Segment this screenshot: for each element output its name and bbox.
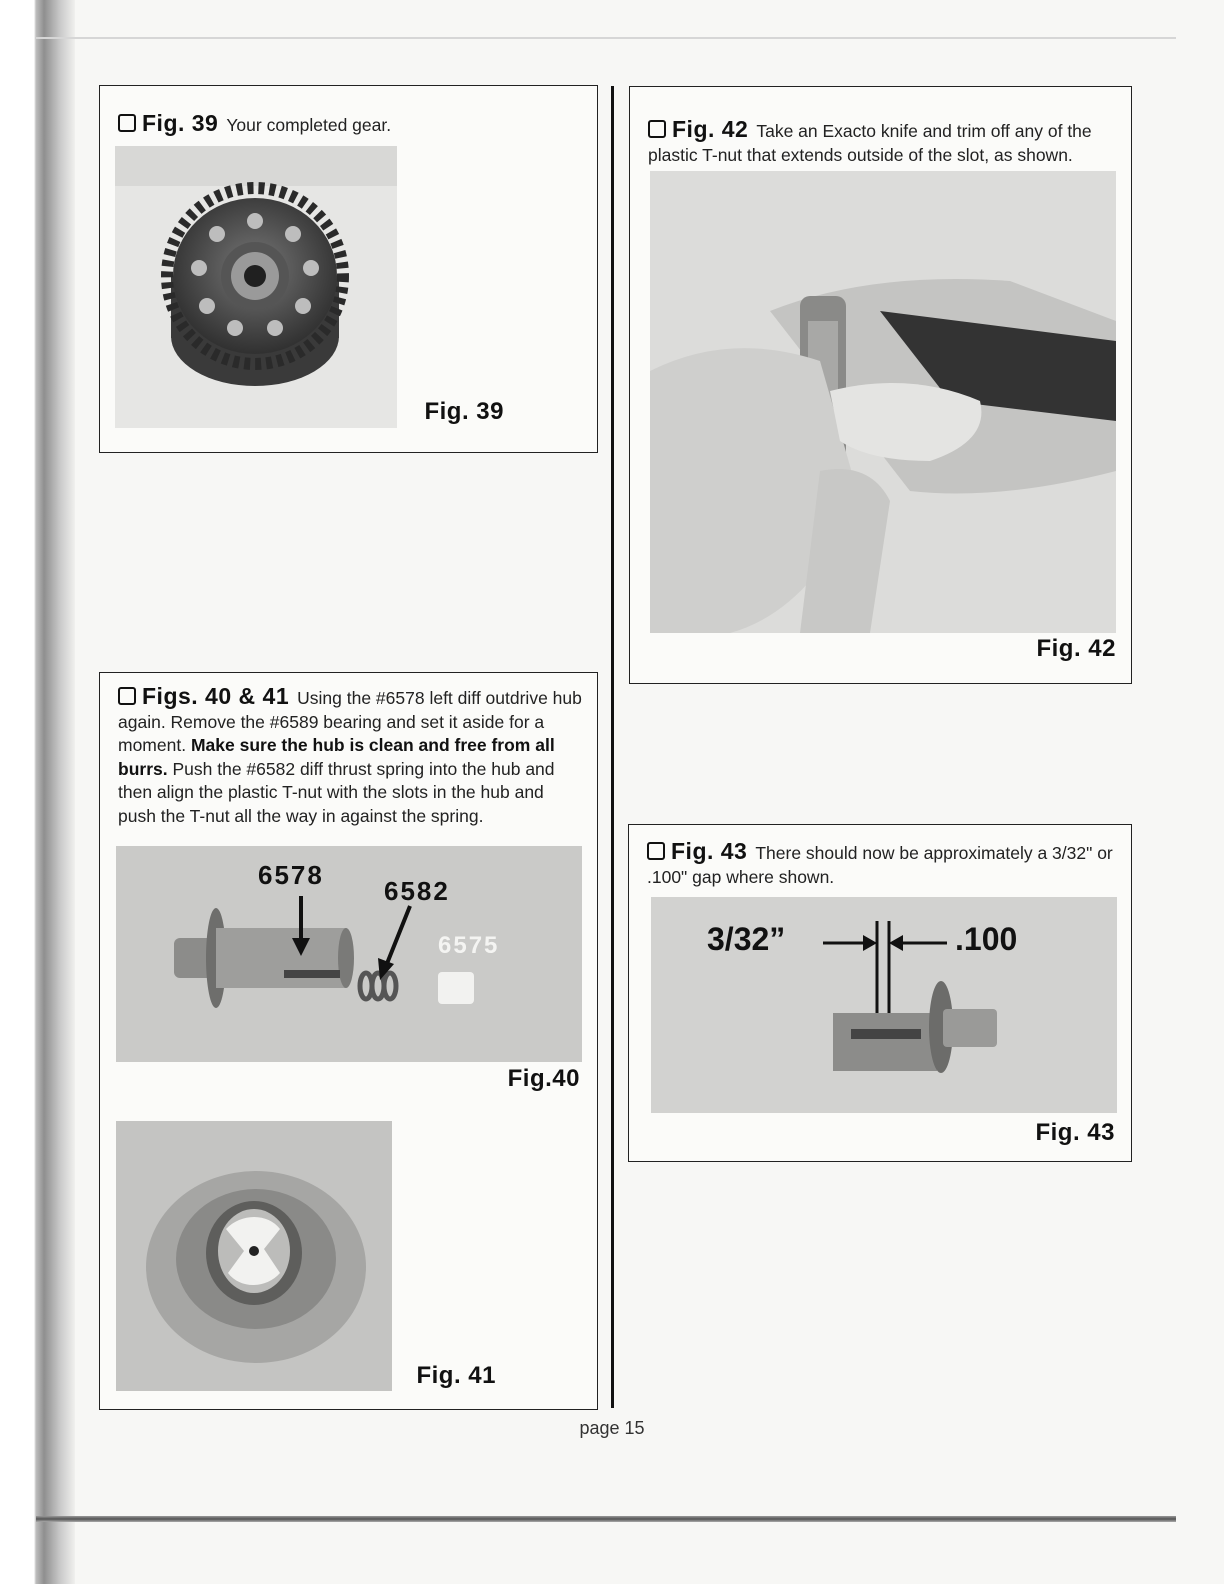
fig39-label: Fig. 39 (424, 398, 504, 425)
fig41-hub-photo (116, 1121, 392, 1391)
scan-edge-shadow (0, 0, 75, 1584)
fig40-label: Fig.40 (507, 1065, 580, 1092)
top-rule (36, 37, 1176, 39)
checkbox-icon[interactable] (647, 842, 665, 860)
fig43-text: There should now be approximately a 3/32" or .100" gap where shown. (647, 843, 1113, 887)
fig40-41-text-1: Using the #6578 left diff outdrive hub again. Remove the #6589 bearing and set it aside for a moment. (118, 688, 582, 755)
part-6578-label: 6578 (258, 860, 324, 890)
checkbox-icon[interactable] (118, 687, 136, 705)
dim-3-32-label: 3/32” (707, 921, 786, 957)
bottom-rule (36, 1516, 1176, 1522)
part-6582-label: 6582 (384, 876, 450, 906)
fig43-gap-photo (651, 897, 1117, 1113)
fig39-text: Your completed gear. (226, 115, 392, 135)
fig39-caption (118, 111, 578, 137)
fig40-41-text-bold: Make sure the hub is clean and free from all burrs. (118, 735, 555, 779)
fig42-caption (648, 117, 1118, 167)
fig43-box (628, 824, 1132, 1162)
fig42-label: Fig. 42 (1036, 635, 1116, 662)
fig42-lead: Fig. 42 (672, 116, 749, 142)
fig40-41-caption (118, 685, 584, 828)
fig42-box (629, 86, 1132, 684)
fig40-41-box (99, 672, 598, 1410)
page-number: page 15 (579, 1418, 645, 1438)
part-6575-label: 6575 (438, 932, 500, 959)
fig42-text: Take an Exacto knife and trim off any of the plastic T-nut that extends outside of the slot, as shown. (648, 121, 1092, 165)
dim-100-label: .100 (955, 921, 1018, 957)
fig43-label: Fig. 43 (1035, 1119, 1115, 1146)
fig39-box (99, 85, 598, 453)
column-divider (611, 86, 614, 1408)
fig43-lead: Fig. 43 (671, 838, 748, 864)
fig41-label: Fig. 41 (416, 1362, 496, 1389)
fig40-parts-photo (116, 846, 582, 1062)
fig39-gear-photo (115, 146, 397, 428)
checkbox-icon[interactable] (118, 114, 136, 132)
fig42-trim-photo (650, 171, 1116, 633)
fig40-41-text-2: Push the #6582 diff thrust spring into the hub and then align the plastic T-nut with the slots in the hub and push the T-nut all the way in against the spring. (118, 758, 555, 826)
checkbox-icon[interactable] (648, 120, 666, 138)
fig43-caption (647, 839, 1117, 889)
fig40-41-lead: Figs. 40 & 41 (142, 683, 290, 709)
fig39-lead: Fig. 39 (142, 110, 219, 136)
